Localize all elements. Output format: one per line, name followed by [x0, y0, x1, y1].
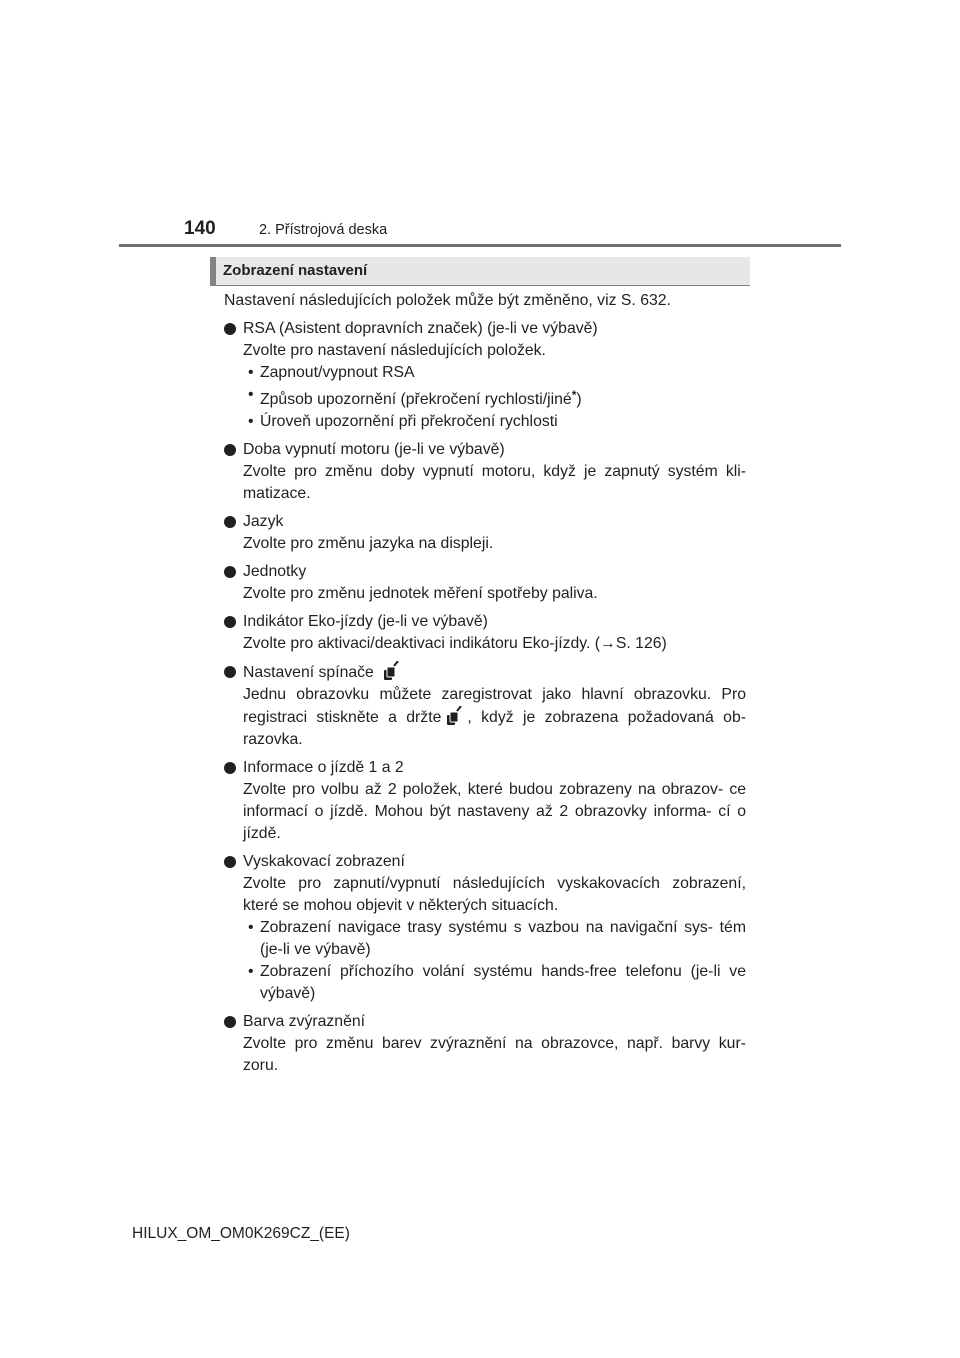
- list-item-accent-color: [224, 1011, 746, 1033]
- sub-list-item: [224, 411, 746, 433]
- list-item-eco-drive: [224, 611, 746, 633]
- sub-item-text: Zapnout/vypnout RSA: [260, 364, 415, 381]
- reference-arrow-icon: →: [600, 635, 616, 652]
- item-title: Doba vypnutí motoru (je-li ve výbavě): [243, 441, 505, 458]
- item-description: [224, 633, 746, 655]
- closing-paren: ): [576, 391, 582, 408]
- section-heading-bar: [210, 257, 216, 285]
- header-divider: [119, 244, 841, 247]
- list-item-drive-info: [224, 757, 746, 779]
- item-title: Indikátor Eko-jízdy (je-li ve výbavě): [243, 613, 488, 630]
- document-code: HILUX_OM_OM0K269CZ_(EE): [132, 1225, 350, 1242]
- item-title: RSA (Asistent dopravních značek) (je-li ve výbavě): [243, 320, 598, 337]
- item-title: Informace o jízdě 1 a 2: [243, 759, 404, 776]
- bullet-icon: •: [248, 364, 254, 381]
- chapter-title: 2. Přístrojová deska: [259, 222, 388, 238]
- list-item-switch: [224, 661, 746, 684]
- sub-item-text: Úroveň upozornění při překročení rychlosti: [260, 413, 558, 430]
- item-title: Jednotky: [243, 563, 307, 580]
- bullet-icon: •: [248, 963, 254, 980]
- item-description: Zvolte pro volbu až 2 položek, které budou zobrazeny na obrazov- ce informací o jízdě. Mohou být nastaveny až 2 obrazovky informa- cí o jízdě.: [243, 781, 746, 842]
- bullet-dot-icon: [224, 1016, 236, 1028]
- item-title: Nastavení spínače: [243, 664, 374, 681]
- sub-item-text: Zobrazení navigace trasy systému s vazbou na navigační sys- tém (je-li ve výbavě): [260, 919, 746, 958]
- item-title: Barva zvýraznění: [243, 1013, 366, 1030]
- item-description-text: Zvolte pro aktivaci/deaktivaci indikátoru Eko-jízdy. (: [243, 635, 601, 652]
- sub-list-item: [224, 917, 746, 961]
- bullet-dot-icon: [224, 666, 236, 678]
- page-number: 140: [184, 218, 216, 239]
- bullet-dot-icon: [224, 616, 236, 628]
- display-switch-icon: [445, 706, 463, 726]
- section-heading: Zobrazení nastavení: [223, 262, 368, 279]
- item-title: Vyskakovací zobrazení: [243, 853, 405, 870]
- section-intro: Nastavení následujících položek může být změněno, viz S. 632.: [224, 292, 671, 309]
- item-title: Jazyk: [243, 513, 284, 530]
- item-description: Zvolte pro změnu doby vypnutí motoru, když je zapnutý systém kli- matizace.: [243, 463, 746, 502]
- sub-list-item: [224, 384, 746, 411]
- section-heading-box: [210, 257, 750, 286]
- sub-item-text: Zobrazení příchozího volání systému hands-free telefonu (je-li ve výbavě): [260, 963, 746, 1002]
- bullet-icon: •: [248, 386, 254, 403]
- bullet-dot-icon: [224, 516, 236, 528]
- bullet-dot-icon: [224, 762, 236, 774]
- item-description: Zvolte pro nastavení následujících položek.: [243, 342, 546, 359]
- list-item-units: [224, 561, 746, 583]
- section-content: [224, 290, 746, 1077]
- bullet-icon: •: [248, 413, 254, 430]
- display-switch-icon: [382, 661, 400, 681]
- item-description: Zvolte pro změnu jazyka na displeji.: [243, 535, 494, 552]
- bullet-icon: •: [248, 919, 254, 936]
- item-description-text: Jednu obrazovku můžete zaregistrovat jako hlavní obrazovku. Pro registraci stiskněte a držte: [243, 686, 746, 726]
- sub-item-text: Způsob upozornění (překročení rychlosti/jiné: [260, 391, 572, 408]
- page-reference: S. 126): [615, 635, 667, 652]
- item-description: Zvolte pro změnu barev zvýraznění na obrazovce, např. barvy kur- zoru.: [243, 1035, 746, 1074]
- bullet-dot-icon: [224, 444, 236, 456]
- bullet-dot-icon: [224, 566, 236, 578]
- item-description: [224, 684, 746, 751]
- list-item-engine-off: [224, 439, 746, 461]
- list-item-language: [224, 511, 746, 533]
- bullet-dot-icon: [224, 323, 236, 335]
- list-item-rsa: [224, 318, 746, 340]
- item-description: Zvolte pro změnu jednotek měření spotřeby paliva.: [243, 585, 598, 602]
- list-item-popup: [224, 851, 746, 873]
- sub-list-item: [224, 961, 746, 1005]
- item-description: Zvolte pro zapnutí/vypnutí následujících vyskakovacích zobrazení, které se mohou objevit v některých situacích.: [243, 875, 746, 914]
- item-description-text: , když je zobrazena požadovaná ob- razovka.: [243, 709, 746, 748]
- sub-list-item: [224, 362, 746, 384]
- bullet-dot-icon: [224, 856, 236, 868]
- footnote-asterisk: *: [571, 388, 577, 402]
